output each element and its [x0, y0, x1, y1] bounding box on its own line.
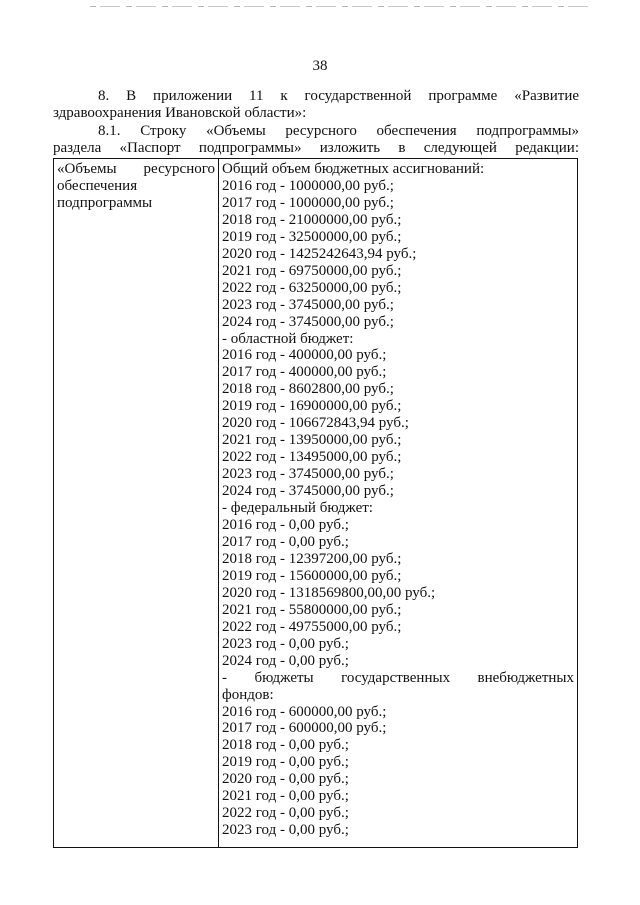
left-cell-line: «Объемы ресурсного	[57, 161, 215, 177]
amount-line: 2019 год - 0,00 руб.;	[222, 754, 349, 771]
paragraph-8-1	[53, 123, 579, 157]
amount-line: Общий объем бюджетных ассигнований:	[222, 161, 485, 177]
amount-line: 2018 год - 8602800,00 руб.;	[222, 381, 394, 398]
paragraph-8	[53, 88, 579, 122]
amount-line: 2016 год - 400000,00 руб.;	[222, 347, 387, 364]
amount-line: 2020 год - 1425242643,94 руб.;	[222, 245, 417, 262]
paragraph-line: 8. В приложении 11 к государственной программе «Развитие	[98, 88, 579, 104]
amount-line: 2022 год - 49755000,00 руб.;	[222, 618, 402, 635]
amount-line: 2024 год - 3745000,00 руб.;	[222, 483, 394, 500]
amount-line: 2020 год - 1318569800,00,00 руб.;	[222, 584, 436, 601]
amount-line: 2018 год - 12397200,00 руб.;	[222, 550, 402, 567]
amount-line: 2021 год - 13950000,00 руб.;	[222, 432, 402, 449]
amount-line: 2024 год - 3745000,00 руб.;	[222, 313, 394, 330]
amount-line: 2018 год - 0,00 руб.;	[222, 737, 349, 754]
amount-line: - федеральный бюджет:	[222, 500, 373, 517]
amount-line: 2019 год - 15600000,00 руб.;	[222, 567, 402, 584]
amount-line: 2016 год - 0,00 руб.;	[222, 517, 349, 534]
paragraph-line: 8.1. Строку «Объемы ресурсного обеспечения подпрограммы»	[98, 123, 579, 139]
amount-line: 2019 год - 32500000,00 руб.;	[222, 228, 402, 245]
amount-line: 2023 год - 0,00 руб.;	[222, 635, 349, 652]
amount-line: 2019 год - 16900000,00 руб.;	[222, 398, 402, 415]
resource-table	[53, 158, 578, 848]
column-divider	[218, 159, 219, 847]
amount-line: 2017 год - 1000000,00 руб.;	[222, 194, 394, 211]
amount-line: 2022 год - 63250000,00 руб.;	[222, 279, 402, 296]
amount-line: 2020 год - 106672843,94 руб.;	[222, 415, 409, 432]
amount-line: - бюджеты государственных внебюджетных	[222, 669, 574, 686]
amount-line: 2023 год - 0,00 руб.;	[222, 822, 349, 839]
amount-line: фондов:	[222, 686, 274, 703]
scan-edge-mark	[90, 6, 590, 7]
left-cell-line: обеспечения	[57, 178, 138, 194]
amount-line: 2017 год - 400000,00 руб.;	[222, 364, 387, 381]
amount-line: 2023 год - 3745000,00 руб.;	[222, 466, 394, 483]
amount-line: 2024 год - 0,00 руб.;	[222, 652, 349, 669]
paragraph-line: здравоохранения Ивановской области»:	[53, 105, 307, 121]
amount-line: - областной бюджет:	[222, 330, 354, 347]
left-cell-line: подпрограммы	[57, 195, 153, 211]
amount-line: 2016 год - 1000000,00 руб.;	[222, 177, 394, 194]
table-right-cell	[222, 161, 574, 839]
amount-line: 2016 год - 600000,00 руб.;	[222, 703, 387, 720]
amount-line: 2022 год - 13495000,00 руб.;	[222, 449, 402, 466]
amount-line: 2017 год - 600000,00 руб.;	[222, 720, 387, 737]
table-left-cell	[57, 161, 215, 212]
amount-line: 2020 год - 0,00 руб.;	[222, 771, 349, 788]
amount-line: 2023 год - 3745000,00 руб.;	[222, 296, 394, 313]
page-number: 38	[312, 58, 328, 74]
paragraph-line: раздела «Паспорт подпрограммы» изложить в следующей редакции:	[53, 140, 579, 156]
amount-line: 2021 год - 69750000,00 руб.;	[222, 262, 402, 279]
amount-line: 2021 год - 0,00 руб.;	[222, 788, 349, 805]
amount-line: 2018 год - 21000000,00 руб.;	[222, 211, 402, 228]
amount-line: 2022 год - 0,00 руб.;	[222, 805, 349, 822]
amount-line: 2017 год - 0,00 руб.;	[222, 533, 349, 550]
amount-line: 2021 год - 55800000,00 руб.;	[222, 601, 402, 618]
